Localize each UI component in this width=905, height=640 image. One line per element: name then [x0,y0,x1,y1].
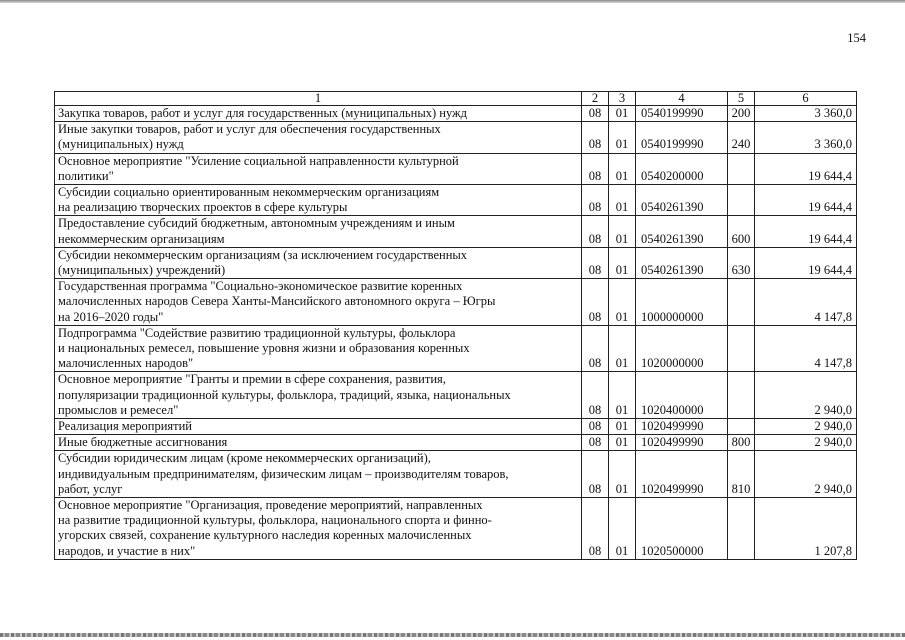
row-name-line: Субсидии социально ориентированным некоммерческим организациям [58,185,440,200]
target-item-code-cell: 1020400000 [636,372,728,419]
row-name-cell [55,185,582,216]
scan-edge-bottom [0,633,905,637]
section-code-cell: 08 [582,372,609,419]
budget-table [54,91,857,560]
section-code-cell: 08 [582,216,609,247]
header-cell-4: 4 [636,92,728,106]
expense-type-code-cell: 810 [728,451,755,498]
expense-type-code-cell [728,185,755,216]
row-name-line: Предоставление субсидий бюджетным, автономным учреждениям и иным [58,216,455,231]
row-name-line: работ, услуг [58,481,123,496]
row-name-cell [55,153,582,184]
table-row [55,185,857,216]
row-name-cell [55,325,582,372]
subsection-code-cell: 01 [609,498,636,560]
table-row [55,106,857,122]
target-item-code-cell: 0540261390 [636,247,728,278]
expense-type-code-cell: 600 [728,216,755,247]
subsection-code-cell: 01 [609,153,636,184]
row-name-line: Субсидии некоммерческим организациям (за исключением государственных [58,247,468,262]
row-name-line: на 2016–2020 годы" [58,309,164,324]
subsection-code-cell: 01 [609,419,636,435]
header-cell-2: 2 [582,92,609,106]
table-row [55,419,857,435]
target-item-code-cell: 1020500000 [636,498,728,560]
scan-edge-top [0,0,905,3]
row-name-line: Субсидии юридическим лицам (кроме некоммерческих организаций), [58,451,431,466]
expense-type-code-cell: 800 [728,435,755,451]
target-item-code-cell: 1000000000 [636,279,728,326]
subsection-code-cell: 01 [609,216,636,247]
header-cell-1: 1 [55,92,582,106]
amount-cell: 4 147,8 [755,279,857,326]
row-name-line: некоммерческим организациям [58,231,225,246]
row-name-line: Иные бюджетные ассигнования [58,435,228,450]
table-row [55,216,857,247]
amount-cell: 1 207,8 [755,498,857,560]
expense-type-code-cell [728,372,755,419]
expense-type-code-cell [728,325,755,372]
section-code-cell: 08 [582,122,609,153]
row-name-line: Основное мероприятие "Гранты и премии в сфере сохранения, развития, [58,372,446,387]
target-item-code-cell: 1020499990 [636,435,728,451]
subsection-code-cell: 01 [609,435,636,451]
target-item-code-cell: 0540200000 [636,153,728,184]
row-name-line: на реализацию творческих проектов в сфере культуры [58,200,348,215]
expense-type-code-cell [728,498,755,560]
amount-cell: 19 644,4 [755,216,857,247]
subsection-code-cell: 01 [609,122,636,153]
subsection-code-cell: 01 [609,325,636,372]
header-cell-6: 6 [755,92,857,106]
subsection-code-cell: 01 [609,185,636,216]
row-name-line: на развитие традиционной культуры, фольклора, национального спорта и финно- [58,513,492,528]
row-name-line: промыслов и ремесел" [58,402,179,417]
row-name-line: (муниципальных) учреждений) [58,263,226,278]
target-item-code-cell: 0540199990 [636,122,728,153]
amount-cell: 4 147,8 [755,325,857,372]
row-name-cell [55,435,582,451]
amount-cell: 2 940,0 [755,419,857,435]
section-code-cell: 08 [582,419,609,435]
row-name-cell [55,372,582,419]
table-row [55,279,857,326]
target-item-code-cell: 1020499990 [636,419,728,435]
section-code-cell: 08 [582,185,609,216]
subsection-code-cell: 01 [609,106,636,122]
target-item-code-cell: 0540261390 [636,185,728,216]
expense-type-code-cell: 630 [728,247,755,278]
table-row [55,325,857,372]
row-name-line: политики" [58,168,114,183]
row-name-cell [55,451,582,498]
row-name-line: и национальных ремесел, повышение уровня жизни и образования коренных [58,341,470,356]
section-code-cell: 08 [582,279,609,326]
table-row [55,122,857,153]
row-name-cell [55,247,582,278]
row-name-cell [55,216,582,247]
row-name-line: популяризации традиционной культуры, фольклора, традиций, языка, национальных [58,387,511,402]
header-row [55,92,857,106]
row-name-line: малочисленных народов" [58,356,194,371]
row-name-line: Основное мероприятие "Усиление социальной направленности культурной [58,153,459,168]
section-code-cell: 08 [582,435,609,451]
amount-cell: 3 360,0 [755,122,857,153]
amount-cell: 3 360,0 [755,106,857,122]
row-name-line: Закупка товаров, работ и услуг для государственных (муниципальных) нужд [58,106,468,120]
target-item-code-cell: 1020000000 [636,325,728,372]
row-name-line: угорских связей, сохранение культурного наследия коренных малочисленных [58,528,472,543]
subsection-code-cell: 01 [609,247,636,278]
amount-cell: 2 940,0 [755,451,857,498]
row-name-line: (муниципальных) нужд [58,137,184,152]
header-cell-5: 5 [728,92,755,106]
section-code-cell: 08 [582,498,609,560]
row-name-line: малочисленных народов Севера Ханты-Мансийского автономного округа – Югры [58,294,496,309]
expense-type-code-cell [728,419,755,435]
subsection-code-cell: 01 [609,279,636,326]
table-row [55,498,857,560]
row-name-cell [55,419,582,435]
row-name-line: Подпрограмма "Содействие развитию традиционной культуры, фольклора [58,325,456,340]
section-code-cell: 08 [582,247,609,278]
row-name-line: Реализация мероприятий [58,419,192,434]
page-number: 154 [847,31,866,45]
table-row [55,372,857,419]
target-item-code-cell: 1020499990 [636,451,728,498]
row-name-cell [55,279,582,326]
table-row [55,435,857,451]
row-name-cell [55,122,582,153]
expense-type-code-cell [728,279,755,326]
table-row [55,247,857,278]
header-cell-3: 3 [609,92,636,106]
table-row [55,451,857,498]
row-name-line: народов, и участие в них" [58,543,196,558]
expense-type-code-cell: 200 [728,106,755,122]
section-code-cell: 08 [582,325,609,372]
expense-type-code-cell [728,153,755,184]
subsection-code-cell: 01 [609,372,636,419]
amount-cell: 19 644,4 [755,247,857,278]
amount-cell: 2 940,0 [755,435,857,451]
section-code-cell: 08 [582,153,609,184]
amount-cell: 19 644,4 [755,185,857,216]
target-item-code-cell: 0540199990 [636,106,728,122]
row-name-line: индивидуальным предпринимателям, физическим лицам – производителям товаров, [58,466,509,481]
expense-type-code-cell: 240 [728,122,755,153]
row-name-cell [55,106,582,122]
target-item-code-cell: 0540261390 [636,216,728,247]
section-code-cell: 08 [582,451,609,498]
amount-cell: 19 644,4 [755,153,857,184]
section-code-cell: 08 [582,106,609,122]
row-name-line: Иные закупки товаров, работ и услуг для обеспечения государственных [58,122,441,137]
amount-cell: 2 940,0 [755,372,857,419]
row-name-cell [55,498,582,560]
subsection-code-cell: 01 [609,451,636,498]
row-name-line: Основное мероприятие "Организация, проведение мероприятий, направленных [58,498,483,513]
table-row [55,153,857,184]
row-name-line: Государственная программа "Социально-экономическое развитие коренных [58,279,463,294]
